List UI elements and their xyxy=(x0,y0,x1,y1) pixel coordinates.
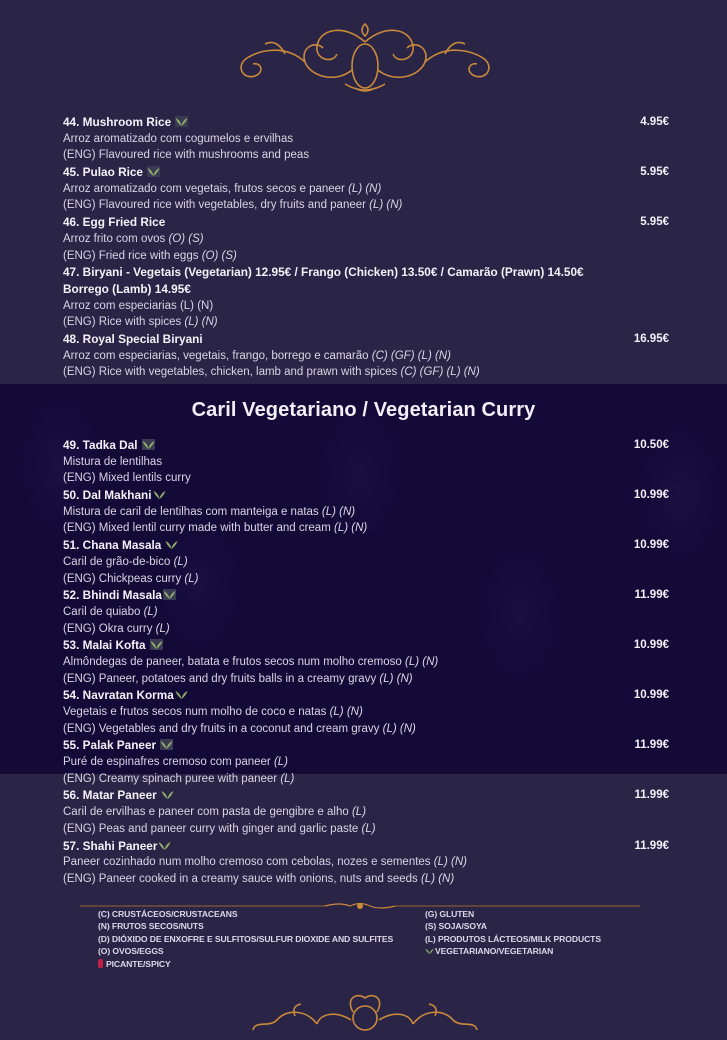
menu-item-47 xyxy=(63,264,669,331)
item-allergens-en: (L) (N) xyxy=(184,316,218,329)
menu-item-57 xyxy=(63,838,669,888)
item-name: 53. Malai Kofta xyxy=(63,638,146,653)
item-allergens-en: (L) xyxy=(280,772,295,785)
item-price: 10.99€ xyxy=(633,689,669,702)
chili-icon xyxy=(98,959,103,968)
item-description-pt: Caril de grão-de-bico xyxy=(63,555,174,568)
item-price: 16.95€ xyxy=(633,332,669,345)
item-allergens-pt: (L) (N) xyxy=(405,655,439,668)
item-description-en: (ENG) Chickpeas curry xyxy=(63,572,185,585)
item-description-en: (ENG) Flavoured rice with vegetables, dry fruits and paneer xyxy=(63,199,370,212)
item-allergens-en: (L) xyxy=(184,572,199,585)
legend-item: (C) CRUSTÁCEOS/CRUSTACEANS xyxy=(98,909,238,919)
rice-menu-list xyxy=(63,114,669,381)
item-name: 46. Egg Fried Rice xyxy=(63,215,166,230)
item-description-en: (ENG) Mixed lentil curry made with butter and cream xyxy=(63,522,334,535)
menu-item-49 xyxy=(63,437,669,487)
legend-item: (O) OVOS/EGGS xyxy=(98,946,164,957)
item-name: 54. Navratan Korma xyxy=(63,688,174,703)
item-name: 44. Mushroom Rice xyxy=(63,115,172,129)
item-price: 11.99€ xyxy=(634,839,669,852)
leaf-icon xyxy=(175,689,188,700)
menu-item-52 xyxy=(63,587,669,637)
item-description-en: (ENG) Paneer cooked in a creamy sauce with onions, nuts and seeds xyxy=(63,872,421,885)
item-price: 11.99€ xyxy=(634,789,669,802)
leaf-icon xyxy=(147,166,160,177)
item-allergens-pt: (L) (N) xyxy=(433,856,467,869)
item-price: 10.99€ xyxy=(633,639,669,652)
item-allergens-pt: (L) xyxy=(351,806,367,819)
item-description-pt: Arroz com especiarias, vegetais, frango, borrego e camarão xyxy=(63,349,372,362)
item-description-pt: Paneer cozinhado num molho cremoso com cebolas, nozes e sementes xyxy=(63,856,434,869)
item-allergens-pt: (O) (S) xyxy=(168,232,204,245)
menu-item-46 xyxy=(63,214,669,264)
leaf-icon xyxy=(150,639,163,650)
item-allergens-pt: (L) (N) xyxy=(321,505,356,518)
item-allergens-en: (C) (GF) (L) (N) xyxy=(400,366,480,379)
item-description-en: (ENG) Flavoured rice with mushrooms and peas xyxy=(63,149,310,162)
item-allergens-en: (O) (S) xyxy=(201,249,237,262)
item-price: 11.99€ xyxy=(634,739,669,752)
item-description-pt: Caril de quiabo xyxy=(63,605,144,618)
item-name: 52. Bhindi Masala xyxy=(63,588,162,603)
item-allergens-en: (L) (N) xyxy=(379,672,413,685)
item-description-en: (ENG) Rice with spices xyxy=(63,316,185,329)
leaf-icon xyxy=(153,489,166,500)
item-price: 5.95€ xyxy=(640,166,669,179)
item-allergens-pt: (L) xyxy=(143,605,158,618)
item-description-pt: Mistura de lentilhas xyxy=(63,455,163,468)
legend-item: (N) FRUTOS SECOS/NUTS xyxy=(98,921,204,932)
bottom-ornament-icon xyxy=(225,990,505,1040)
leaf-icon xyxy=(158,840,171,851)
legend-label: VEGETARIANO/VEGETARIAN xyxy=(435,946,554,957)
item-name: 48. Royal Special Biryani xyxy=(63,331,203,346)
menu-item-51 xyxy=(63,537,669,587)
item-name: 50. Dal Makhani xyxy=(63,488,152,503)
section-title: Caril Vegetariano / Vegetarian Curry xyxy=(191,399,536,421)
item-description-pt: Almôndegas de paneer, batata e frutos secos num molho cremoso xyxy=(63,655,406,668)
item-description-en: (ENG) Fried rice with eggs xyxy=(63,249,202,262)
legend-item: (G) GLUTEN xyxy=(425,909,475,919)
item-name-continued: Borrego (Lamb) 14.95€ xyxy=(63,281,191,296)
menu-item-45 xyxy=(63,164,669,214)
item-allergens-en: (L) (N) xyxy=(369,199,403,212)
legend-item-spicy xyxy=(98,958,393,970)
leaf-icon xyxy=(165,539,178,550)
item-name: 56. Matar Paneer xyxy=(63,788,157,803)
menu-item-53 xyxy=(63,637,669,687)
item-allergens-pt: (L) xyxy=(173,555,188,568)
item-description-pt: Vegetais e frutos secos num molho de coco e natas xyxy=(63,706,330,718)
leaf-icon xyxy=(163,589,176,600)
item-description-pt: Arroz aromatizado com cogumelos e ervilhas xyxy=(63,132,294,145)
item-description-en: (ENG) Okra curry xyxy=(63,622,156,635)
menu-item-48 xyxy=(63,331,669,381)
menu-item-44 xyxy=(63,114,669,164)
item-price: 5.95€ xyxy=(640,216,669,229)
top-ornament-icon xyxy=(225,14,505,94)
item-allergens-en: (L) (N) xyxy=(420,872,455,885)
item-allergens-en: (L) (N) xyxy=(382,722,416,735)
item-description-pt: Mistura de caril de lentilhas com manteiga e natas xyxy=(63,505,322,518)
leaf-icon xyxy=(160,739,173,750)
curry-menu-list xyxy=(63,437,669,888)
item-allergens-en: (L) xyxy=(361,822,376,835)
item-name: 55. Palak Paneer xyxy=(63,738,157,753)
item-description-pt: Arroz frito com ovos xyxy=(63,232,169,245)
legend-label: PICANTE/SPICY xyxy=(106,958,171,969)
item-name: 45. Pulao Rice xyxy=(63,165,143,180)
item-name: 47. Biryani - Vegetais (Vegetarian) 12.95€ / Frango (Chicken) 13.50€ / Camarão (Prawn) 14.50€ xyxy=(63,265,584,280)
item-description-pt: Caril de ervilhas e paneer com pasta de gengibre e alho xyxy=(63,806,352,819)
item-name: 49. Tadka Dal xyxy=(63,438,138,452)
item-price: 4.95€ xyxy=(640,116,669,128)
legend-item: (L) PRODUTOS LÁCTEOS/MILK PRODUCTS xyxy=(425,933,601,944)
item-description-en: (ENG) Paneer, potatoes and dry fruits balls in a creamy gravy xyxy=(63,672,380,685)
item-allergens-en: (L) (N) xyxy=(333,522,368,535)
allergen-legend-left xyxy=(98,908,393,970)
legend-item: (S) SOJA/SOYA xyxy=(425,921,487,932)
leaf-icon xyxy=(175,116,188,127)
item-price: 10.99€ xyxy=(633,539,669,552)
item-name: 51. Chana Masala xyxy=(63,538,162,553)
menu-item-50 xyxy=(63,487,669,537)
legend-item: (D) DIÓXIDO DE ENXOFRE E SULFITOS/SULFUR DIOXIDE AND SULFITES xyxy=(98,933,394,944)
item-description-pt: Puré de espinafres cremoso com paneer xyxy=(63,756,274,769)
item-allergens-en: (L) xyxy=(155,622,170,635)
item-description-en: (ENG) Vegetables and dry fruits in a coconut and cream gravy xyxy=(63,722,383,735)
item-name: 57. Shahi Paneer xyxy=(63,838,158,853)
item-description-pt: Arroz aromatizado com vegetais, frutos secos e paneer xyxy=(63,182,349,195)
menu-item-54 xyxy=(63,687,669,737)
item-allergens-pt: (L) (N) xyxy=(329,706,363,718)
item-description-en: (ENG) Mixed lentils curry xyxy=(63,472,191,485)
item-allergens-pt: (C) (GF) (L) (N) xyxy=(371,349,451,362)
item-description-en: (ENG) Peas and paneer curry with ginger and garlic paste xyxy=(63,822,362,835)
item-price: 10.50€ xyxy=(633,439,669,451)
item-allergens-pt: (L) xyxy=(273,756,289,769)
leaf-icon xyxy=(142,439,155,450)
leaf-icon xyxy=(425,947,434,955)
item-price: 10.99€ xyxy=(633,489,669,502)
item-description-en: (ENG) Rice with vegetables, chicken, lamb and prawn with spices xyxy=(63,366,401,379)
item-description-en: (ENG) Creamy spinach puree with paneer xyxy=(63,772,281,785)
menu-item-56 xyxy=(63,787,669,837)
allergen-legend-right xyxy=(425,908,601,958)
leaf-icon xyxy=(161,789,174,800)
legend-item-vegetarian xyxy=(425,945,601,957)
item-price: 11.99€ xyxy=(634,589,669,602)
item-allergens-pt: (L) (N) xyxy=(348,182,382,195)
item-description-pt: Arroz com especiarias (L) (N) xyxy=(63,299,214,312)
menu-item-55 xyxy=(63,737,669,787)
